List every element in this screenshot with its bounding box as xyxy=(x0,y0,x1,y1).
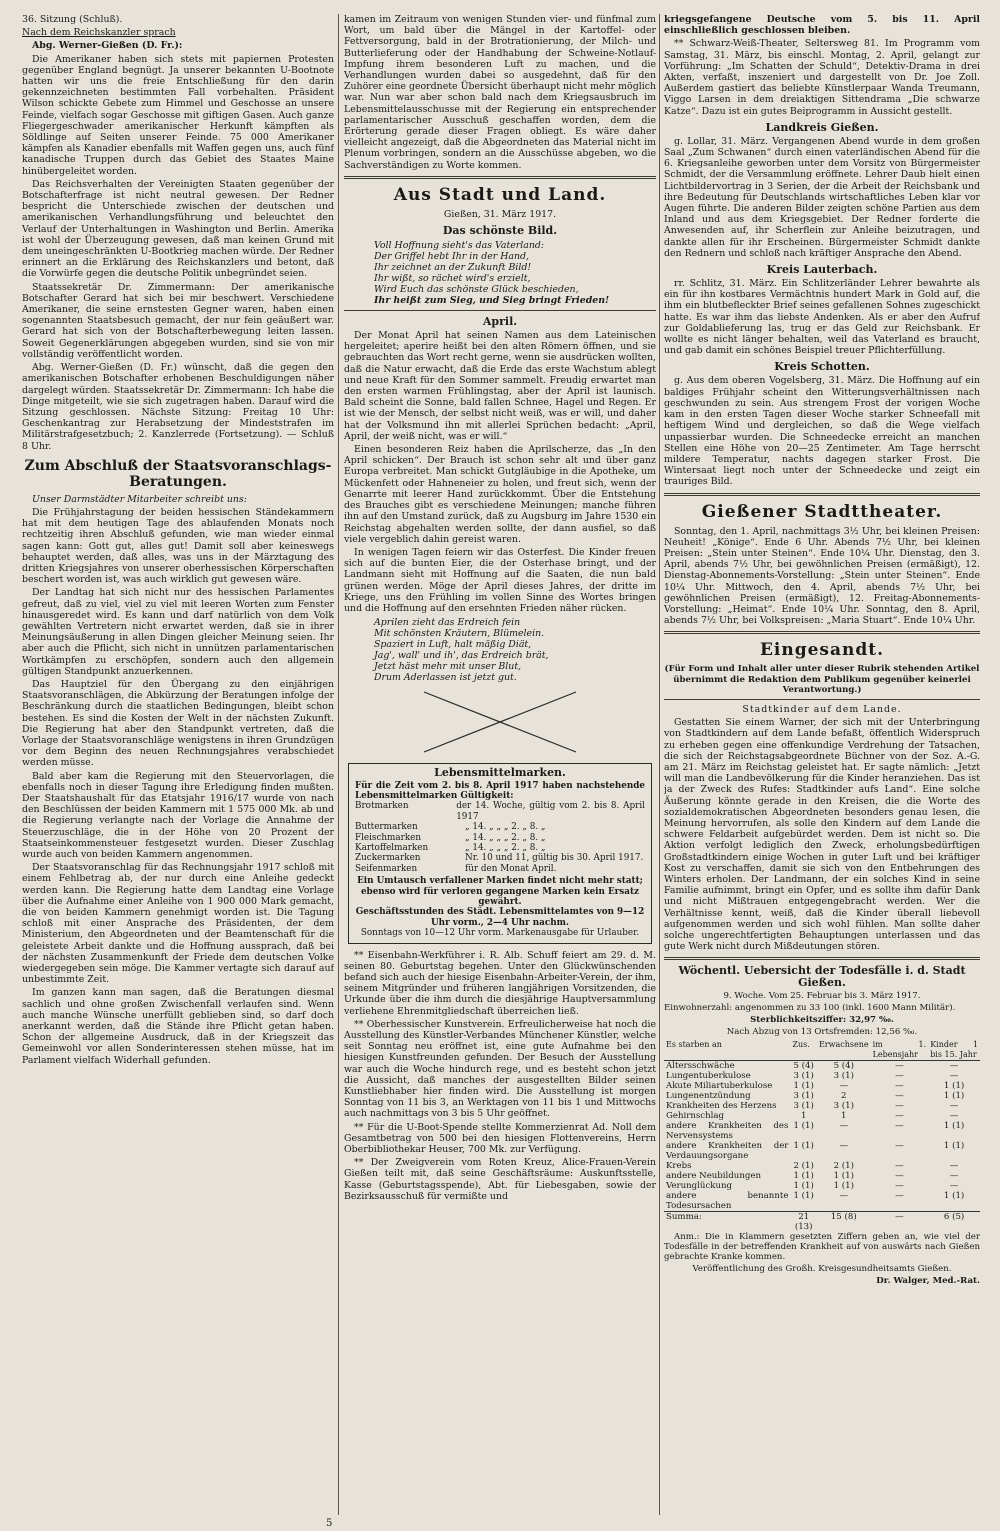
cause-cell: andere benannte Todesursachen xyxy=(666,1190,789,1211)
count-cell: 3 (1) xyxy=(833,1070,854,1081)
speaker-line: Abg. Werner-Gießen (D. Fr.): xyxy=(32,40,183,52)
count-cell: — xyxy=(949,1070,959,1081)
dateline: Gießen, 31. März 1917. xyxy=(443,208,557,220)
ration-value: Nr. 10 und 11, gültig bis 30. April 1917. xyxy=(465,853,644,864)
count-cell: 3 (1) xyxy=(833,1100,854,1111)
ornament xyxy=(344,687,656,757)
poem xyxy=(374,240,656,306)
count-cell: — xyxy=(895,1180,904,1191)
deaths-table xyxy=(664,1040,980,1232)
ration-label: Kartoffelmarken xyxy=(355,842,429,853)
count-cell: 2 (1) xyxy=(793,1160,814,1171)
table-row xyxy=(664,1171,980,1181)
news-item: g. Lollar, 31. März. Vergangenen Abend wurde in dem großen Saal „Zum Schwanen“ durch einen vaterländischen Abend für die 6. Kriegsanleihe geworben unter dem Vorsitz von Bürgermeister Schmidt, der die Versammlung eröffnete. Lehrer Daub hielt einen Lichtbildervortrag in 3 Serien, der die Arbeit der Reichsbank und ihre Bedeutung für Deutschlands wirtschaftliches Leben klar vor Augen führte. Die anderen Bilder zeigten schöne Partien aus dem Inland und aus dem Kriegsgebiet. Der Redner forderte die Anwesenden auf, ihr Scherflein zur Anleihe beizutragen, und dankte allen für ihr Erscheinen. Bürgermeister Schmidt dankte den Rednern und schloß nach kräftiger Ansprache den Abend. xyxy=(664,135,980,259)
article-paragraph: Im ganzen kann man sagen, daß die Beratungen diesmal sachlich und ohne großen Zwischenfall verlaufen sind. Wenn auch manche Wünsche unerfüllt geblieben sind, so darf doch anerkannt werden, daß die Stände ihre Pflicht getan haben. Schon der allgemeine Ausdruck, daß in der Kriegszeit das Gemeinwohl vor allen Sonderinteressen stehen müsse, hat im Parlament vielfach Widerhall gefunden. xyxy=(22,987,334,1066)
section-divider xyxy=(664,957,980,960)
cause-cell: Krebs xyxy=(666,1160,692,1171)
deaths-signature: Veröffentlichung des Großh. Kreisgesundheitsamts Gießen. xyxy=(692,1264,952,1275)
count-cell: 5 (4) xyxy=(833,1060,854,1071)
count-cell: 2 (1) xyxy=(833,1160,854,1171)
divider xyxy=(664,699,980,700)
subheading: Das schönste Bild. xyxy=(442,224,558,238)
count-cell: — xyxy=(895,1160,904,1171)
count-cell: 1 (1) xyxy=(943,1140,965,1151)
page-mark: 5 xyxy=(326,1518,333,1529)
column-header: Kinder 1 bis 15. Jahr xyxy=(930,1039,978,1059)
box-sunday: Sonntags von 10—12 Uhr vorm. Markenausgabe für Urlauber. xyxy=(360,928,640,939)
count-cell: 1 xyxy=(800,1110,807,1121)
news-item: ** Der Zweigverein vom Roten Kreuz, Alice-Frauen-Verein Gießen teilt mit, daß seine Geschäftsräume: Auskunftsstelle, Kasse (Geburtstagsspende), Abt. für Liebesgaben, sowie der Bezirksausschuß für vermißte und xyxy=(344,1157,656,1202)
count-cell: 1 (1) xyxy=(943,1120,965,1131)
poem-line: Aprilen zieht das Erdreich fein xyxy=(374,617,521,629)
count-cell: — xyxy=(895,1100,904,1111)
ration-label: Buttermarken xyxy=(355,822,418,833)
count-cell: — xyxy=(949,1060,959,1071)
poem-line: Ihr wißt, so rächet wird's erzielt, xyxy=(374,273,531,285)
ration-value: „ 14. „ „ „ 2. „ 8. „ xyxy=(465,832,546,843)
table-row xyxy=(664,1060,980,1071)
count-cell: — xyxy=(895,1060,904,1071)
deaths-note: Anm.: Die in Klammern gesetzten Ziffern geben an, wie viel der Todesfälle in der betreffenden Krankheit auf von auswärts nach Gießen gebrachte Kranke kommen. xyxy=(664,1231,980,1263)
ration-row xyxy=(355,833,645,843)
article-paragraph: kamen im Zeitraum von wenigen Stunden vier- und fünfmal zum Wort, um bald über die Mängel in der Kartoffel- oder Fettversorgung, bald in der Brotrationierung, der Milch- und Butterlieferung oder der Handhabung der Schweine-Notlauf-Impfung ihrem besonderen Luft zu machen, und die Verhandlungen wurden dabei so ausgedehnt, daß für den Zuhörer eine geordnete Übersicht überhaupt nicht mehr möglich war. Nun war aber schon bald nach dem Kriegsausbruch im Lebensmittelausschusse mit der Regierung ein entsprechender parlamentarischer Ausschuß geschaffen worden, dem die Erörterung gerade dieser Fragen obliegt. Es wäre daher vielleicht angezeigt, daß die Abgeordneten das Material nicht im Plenum vorbringen, sondern an die Ausschüsse abgeben, wo die Sachverständigen zu Worte kommen. xyxy=(344,14,656,171)
section-headline: Gießener Stadttheater. xyxy=(701,501,943,522)
news-item: ** Für die U-Boot-Spende stellte Kommerzienrat Ad. Noll dem Gesamtbetrag von 500 bei den hiesigen Flottenvereins, Herrn Oberbibliothekar Heuser, 700 Mk. zur Verfügung. xyxy=(344,1121,656,1156)
cross-ornament-icon xyxy=(344,687,656,757)
column-1 xyxy=(22,14,334,1517)
session-line: 36. Sitzung (Schluß). xyxy=(22,14,123,25)
ration-row xyxy=(355,801,645,822)
box-title: Lebensmittelmarken. xyxy=(434,766,566,780)
cause-cell: andere Neubildungen xyxy=(666,1170,762,1181)
total-cell: — xyxy=(871,1211,929,1232)
count-cell: 1 (1) xyxy=(833,1180,854,1191)
article-paragraph: Gestatten Sie einem Warner, der sich mit der Unterbringung von Stadtkindern auf dem Lande befaßt, öffentlich Widerspruch zu erheben gegen eine offenkundige Verdrehung der Tatsachen, die sich der Reichstagsabgeordnete Büchner von der Soz. A.-G. am 21. März im Reichstag geleistet hat. Er sagte nämlich: „Jetzt will man die Landbevölkerung für die Kinder heranziehen. Das ist ja der Zweck des Rufes: Stadtkinder aufs Land“. Eine solche Äußerung könnte gerade in den Kreisen, die die Worte des sozialdemokratischen Abgeordneten besonders genau lesen, die Meinung hervorrufen, als solle den Kindern auf dem Lande die schwere Feldarbeit aufgebürdet werden. Dem ist nicht so. Die Aktion verfolgt lediglich den Zweck, erholungsbedürftigen Großstadtkindern einige Wochen in guter Luft und bei kräftiger Kost zu verschaffen, damit sie sich von den Entbehrungen des Winters erholen. Der Landmann, der ein solches Kind in seine Familie aufnimmt, bringt ein Opfer, und es sollte ihm dafür Dank und nicht Mißtrauen entgegengebracht werden. Wer die Verhältnisse kennt, weiß, daß die Kinder überall liebevoll aufgenommen werden und sich wohl fühlen. Man sollte daher solche ungerechtfertigten Behauptungen unterlassen und das gute Werk nicht durch Mißdeutungen stören. xyxy=(664,717,980,953)
table-row xyxy=(664,1071,980,1081)
total-cell: 15 (8) xyxy=(817,1211,871,1232)
count-cell: 3 (1) xyxy=(793,1070,814,1081)
news-item: ** Schwarz-Weiß-Theater, Seltersweg 81. Im Programm vom Samstag, 31. März, bis einschl. Montag, 2. April, gelangt zur Vorführung: „Im Schatten der Schuld“, Detektiv-Drama in drei Akten, verfaßt, inszeniert und dargestellt von Dr. Joe Zoll. Außerdem gastiert das beliebte Künstlerpaar Wanda Treumann, Viggo Larsen in dem dreiaktigen Sittendrama „Die schwarze Katze“. Dazu ist ein gutes Beiprogramm in Aussicht gestellt. xyxy=(664,38,980,117)
article-paragraph: kriegsgefangene Deutsche vom 5. bis 11. April einschließlich geschlossen bleiben. xyxy=(664,14,980,37)
poem-line: Ihr zeichnet an der Zukunft Bild! xyxy=(374,262,532,274)
count-cell: — xyxy=(949,1180,959,1191)
ration-value: „ 14. „ „ „ 2. „ 8. „ xyxy=(465,822,546,833)
table-row xyxy=(664,1181,980,1191)
region-heading: Landkreis Gießen. xyxy=(765,120,879,134)
total-cell: Summa: xyxy=(664,1211,790,1232)
poem xyxy=(374,617,656,683)
count-cell: 1 (1) xyxy=(793,1190,814,1201)
divider xyxy=(344,310,656,311)
count-cell: — xyxy=(949,1100,959,1111)
cause-cell: Lungenentzündung xyxy=(666,1090,751,1101)
cause-cell: Altersschwäche xyxy=(666,1060,735,1071)
count-cell: — xyxy=(895,1080,904,1091)
section-divider xyxy=(664,493,980,496)
column-header: Zus. xyxy=(790,1040,817,1061)
news-item: ** Eisenbahn-Werkführer i. R. Alb. Schuff feiert am 29. d. M. seinen 80. Geburtstag begehen. Unter den Glückwünschenden befand sich auch der hiesige Eisenbahn-Arbeiter-Verein, der ihm, seinem Mitgründer und früheren langjährigen Vorsitzenden, die Urkunde über die ihm durch die diesjährige Hauptversammlung verliehene Ehrenmitgliedschaft überreichen ließ. xyxy=(344,949,656,1017)
count-cell: — xyxy=(839,1120,849,1131)
poem-line: Drum Aderlassen ist jetzt gut. xyxy=(374,672,517,684)
poem-line: Mit schönsten Kräutern, Blümelein. xyxy=(374,628,545,640)
count-cell: 1 (1) xyxy=(793,1170,814,1181)
table-row xyxy=(664,1191,980,1212)
count-cell: — xyxy=(949,1110,959,1121)
article-paragraph: In wenigen Tagen feiern wir das Osterfest. Die Kinder freuen sich auf die bunten Eier, die der Osterhase bringt, und der Landmann sieht mit Hoffnung auf die Saaten, die nun bald grünen werden. Möge der April dieses Jahres, der dritte im Kriege, uns den Frühling im vollen Sinne des Wortes bringen und die Hoffnung auf den ersehnten Frieden näher rücken. xyxy=(344,546,656,614)
cause-cell: Akute Miliartuberkulose xyxy=(666,1080,773,1091)
article-paragraph: Das Hauptziel für den Übergang zu den einjährigen Staatsvoranschlägen, die Abkürzung der Beratungen infolge der Beschränkung durch die staatlichen Bedingungen, bleibt schon bestehen. Es sind die Kosten der Welt in der nächsten Zukunft. Die Regierung hat aber den Standpunkt vertreten, daß die Vorlage der Staatsvoranschläge wenigstens in ihren Grundzügen vor dem Beginn des neuen Rechnungsjahres verabschiedet werden müsse. xyxy=(22,678,334,769)
poem-line: Spaziert in Luft, halt mäßig Diät, xyxy=(374,639,532,651)
count-cell: 1 (1) xyxy=(793,1140,814,1151)
count-cell: — xyxy=(895,1070,904,1081)
deaths-population: Einwohnerzahl: angenommen zu 33 100 (inkl. 1600 Mann Militär). xyxy=(664,1003,956,1014)
ration-value: der 14. Woche, gültig vom 2. bis 8. April 1917 xyxy=(456,801,645,822)
article-paragraph: Das Reichsverhalten der Vereinigten Staaten gegenüber der Botschafterfrage ist nicht neutral gewesen. Der Redner bespricht die Unterschiede zwischen der deutschen und amerikanischen Verhandlungsführung und beleuchtet den Verlauf der Unterhaltungen in Washington und Berlin. Amerika ist wohl der Überzeugung gewesen, daß man keinen Grund mit dem uneingeschränkten U-Bootkrieg machen würde. Der Redner erinnert an die Erklärung des Reichskanzlers und betont, daß die Vorwürfe gegen die deutsche Politik unbegründet seien. xyxy=(22,178,334,280)
ration-row xyxy=(355,843,645,853)
cause-cell: andere Krankheiten des Nervensystems xyxy=(666,1120,789,1141)
count-cell: — xyxy=(895,1110,904,1121)
article-paragraph: Bald aber kam die Regierung mit den Steuervorlagen, die ebenfalls noch in dieser Tagung ihre Erledigung finden mußten. Der Staatshaushalt für das Etatsjahr 1916/17 wurde von nach den Beschlüssen der beiden Kammern mit 1 575 000 Mk. ab und die Regierung verlangte nach der Vorlage die Annahme der Steuerzuschläge, die in der Höhe von 20 Prozent der Staatseinkommensteuer festgesetzt wurden. Dieser Zuschlag wurde auch von beiden Kammern angenommen. xyxy=(22,770,334,861)
sub-line: Nach dem Reichskanzler sprach xyxy=(22,27,176,39)
count-cell: — xyxy=(895,1090,904,1101)
deaths-week: 9. Woche. Vom 25. Februar bis 3. März 1917. xyxy=(723,990,921,1001)
count-cell: 1 (1) xyxy=(943,1090,965,1101)
poem-line: Der Griffel hebt Ihr in der Hand, xyxy=(374,251,530,263)
deaths-table-body xyxy=(664,1060,980,1211)
ration-label: Brotmarken xyxy=(355,801,409,812)
count-cell: 2 xyxy=(841,1090,847,1101)
total-cell: 21 (13) xyxy=(790,1211,817,1232)
article-paragraph: Der Monat April hat seinen Namen aus dem Lateinischen hergeleitet; aperire heißt bei den alten Römern öffnen, und sie gebrauchten das Wort recht gerne, wenn sie ausdrücken wollten, daß die Natur erwacht, daß die Erde das erste Wachstum ablegt und neue Kraft für den Sommer sammelt. Freudig erwartet man den ersten warmen Frühlingstag, aber der April ist launisch. Bald scheint die Sonne, bald fallen Schnee, Hagel und Regen. Er ist wie der Mensch, der selbst nicht weiß, was er will, und daher hat der Volksmund ihn mit allerlei Sprüchen bedacht: „April, April, der weiß nicht, was er will.“ xyxy=(344,330,656,442)
cause-cell: andere Krankheiten der Verdauungsorgane xyxy=(666,1140,789,1161)
table-row xyxy=(664,1091,980,1101)
deaths-rate: Sterblichkeitsziffer: 32,97 ‰. xyxy=(750,1015,894,1026)
count-cell: — xyxy=(895,1190,904,1201)
table-row xyxy=(664,1121,980,1141)
count-cell: 1 (1) xyxy=(833,1170,854,1181)
correspondent-line: Unser Darmstädter Mitarbeiter schreibt uns: xyxy=(32,493,247,505)
count-cell: 5 (4) xyxy=(793,1060,814,1071)
count-cell: 1 (1) xyxy=(793,1180,814,1191)
subheading: Stadtkinder auf dem Lande. xyxy=(742,703,902,715)
article-paragraph: Die Frühjahrstagung der beiden hessischen Ständekammern hat mit dem heutigen Tage des ablaufenden Monats noch rechtzeitig ihren Abschluß gefunden, wie man wieder einmal sagen kann: Gott gut, alles gut! Damit soll aber keineswegs behauptet werden, daß alles, was uns in der Märztagung des dritten Kriegsjahres von unserer oberhessischen Körperschaften beschert worden ist, was auch wirklich gut gewesen wäre. xyxy=(22,506,334,586)
news-item: rr. Schlitz, 31. März. Ein Schlitzerländer Lehrer bewahrte als ein für ihn kostbares Vermächtnis hundert Mark in Gold auf, die ihm ein blutbefleckter Brief seines gefallenen Sohnes zugeschickt hatte. Es war ihm das liebste Andenken. Als er aber den Aufruf zur Goldablieferung las, trug er das Geld zur Reichsbank. Er wollte es nicht länger behalten, weil das Vaterland es braucht, und gab damit ein schönes Beispiel treuer Pflichterfüllung. xyxy=(664,278,980,357)
box-hours: Geschäftsstunden des Städt. Lebensmittelamtes von 9—12 Uhr vorm., 2—4 Uhr nachm. xyxy=(355,907,645,928)
region-heading: Kreis Schotten. xyxy=(774,360,870,374)
column-rule xyxy=(338,14,339,1515)
column-2 xyxy=(344,14,656,1517)
column-header: im 1. Lebensjahr xyxy=(872,1039,927,1059)
table-row xyxy=(664,1101,980,1111)
ration-label: Seifenmarken xyxy=(355,863,418,874)
ration-row xyxy=(355,864,645,874)
count-cell: — xyxy=(949,1170,959,1181)
count-cell: — xyxy=(895,1120,904,1131)
count-cell: — xyxy=(895,1170,904,1181)
deaths-signature-name: Dr. Walger, Med.-Rat. xyxy=(876,1276,980,1287)
ration-label: Fleischmarken xyxy=(355,832,422,843)
article-headline: Zum Abschluß der Staatsvoranschlags-Beratungen. xyxy=(24,457,332,490)
cause-cell: Verunglückung xyxy=(666,1180,733,1191)
poem-line: Ihr heißt zum Sieg, und Sieg bringt Frieden! xyxy=(374,295,610,307)
article-paragraph: Einen besonderen Reiz haben die Aprilscherze, das „In den April schicken“. Der Brauch ist schon sehr alt und über ganz Europa verbreitet. Man schickt Gutgläubige in die Apotheke, um Mückenfett oder Hahneneier zu holen, und freut sich, wenn der Genarrte mit leerer Hand zurückkommt. Über die Entstehung des Brauches gibt es verschiedene Meinungen; manche führen ihn auf den Umstand zurück, daß zu Augsburg im Jahre 1530 ein Reichstag abgehalten werden sollte, der dann ausfiel, so daß viele vergeblich dahin gereist waren. xyxy=(344,444,656,545)
box-lead: Für die Zeit vom 2. bis 8. April 1917 haben nachstehende Lebensmittelmarken Gültigkeit: xyxy=(355,780,645,801)
ration-row xyxy=(355,822,645,832)
cause-cell: Krankheiten des Herzens xyxy=(666,1100,777,1111)
article-paragraph: Staatssekretär Dr. Zimmermann: Der amerikanische Botschafter Gerard hat sich bei mir beschwert. Verschiedene Amerikaner, die seine ernstesten Gegner waren, haben einen sogenannten Staatsbesuch gemacht, der nur fein geäußert war. Gerard hat sich von der Botschafterbewegung leiten lassen. Soweit Gegenerklärungen abgegeben wurden, sind sie von mir vollständig veröffentlicht worden. xyxy=(22,281,334,360)
count-cell: 1 xyxy=(841,1110,847,1121)
column-header: Erwachsene xyxy=(817,1040,871,1061)
ration-label: Zuckermarken xyxy=(355,853,421,864)
editorial-disclaimer: (Für Form und Inhalt aller unter dieser Rubrik stehenden Artikel übernimmt die Redaktion dem Publikum gegenüber keinerlei Verantwortung.) xyxy=(664,664,980,695)
table-row xyxy=(664,1141,980,1161)
region-heading: Kreis Lauterbach. xyxy=(766,263,878,277)
deaths-adjusted: Nach Abzug von 13 Ortsfremden: 12,56 ‰. xyxy=(726,1027,918,1038)
totals-row xyxy=(664,1211,980,1232)
count-cell: 3 (1) xyxy=(793,1090,814,1101)
poem-line: Voll Hoffnung sieht's das Vaterland: xyxy=(374,240,545,252)
count-cell: 1 (1) xyxy=(943,1080,965,1091)
cause-cell: Lungentuberkulose xyxy=(666,1070,751,1081)
ration-value: „ 14. „ „ „ 2. „ 8. „ xyxy=(465,842,546,853)
section-divider xyxy=(344,176,656,179)
article-paragraph: Der Staatsvoranschlag für das Rechnungsjahr 1917 schloß mit einem Fehlbetrag ab, der nur durch eine Anleihe gedeckt werden kann. Die Regierung hatte dem Landtag eine Vorlage über die Aufnahme einer Anleihe von 1 900 000 Mark gemacht, die von beiden Kammern genehmigt worden ist. Die Tagung schloß mit einer Ansprache des Präsidenten, der dem Ministerium, den Abgeordneten und der Beamtenschaft für die geleistete Arbeit dankte und die Hoffnung aussprach, daß bei der nächsten Zusammenkunft der Friede dem deutschen Volke wiedergegeben sein möge. Die Kammer vertagte sich darauf auf unbestimmte Zeit. xyxy=(22,862,334,986)
poem-line: Jetzt häst mehr mit unser Blut, xyxy=(374,661,522,673)
count-cell: 1 (1) xyxy=(943,1190,965,1201)
count-cell: 3 (1) xyxy=(793,1100,814,1111)
ration-card-box xyxy=(348,763,652,944)
table-header-row xyxy=(664,1040,980,1061)
theater-schedule: Sonntag, den 1. April, nachmittags 3½ Uhr, bei kleinen Preisen: Neuheit! „Könige“. Ende 6 Uhr. Abends 7½ Uhr, bei kleinen Preisen: „Stein unter Steinen“. Ende 10¼ Uhr. Dienstag, den 3. April, abends 7½ Uhr, bei gewöhnlichen Preisen (ermäßigt), 12. Dienstag-Abonnements-Vorstellung: „Stein unter Steinen“. Ende 10¼ Uhr. Mittwoch, den 4. April, abends 7½ Uhr, bei gewöhnlichen Preisen (ermäßigt), 12. Freitag-Abonnements-Vorstellung: „Heimat“. Ende 10¼ Uhr. Sonntag, den 8. April, abends 7½ Uhr, bei Volkspreisen: „Maria Stuart“. Ende 10¼ Uhr. xyxy=(664,525,980,627)
article-paragraph: Der Landtag hat sich nicht nur des hessischen Parlamentes gefreut, daß zu viel, viel zu viel mit leeren Worten zum Fenster hinausgeredet wird. Es kann und darf natürlich von dem Volk gewählten Vertretern nicht erwartet werden, daß sie in ihrer Meinungsäußerung in allen Dingen gleicher Meinung seien. Ihr aber auch die Pflicht, sich nicht in unnützen parlamentarischen Wortkämpfen zu erschöpfen, sondern auch den allgemein gültigen Standpunkt anzuerkennen. xyxy=(22,587,334,677)
poem-line: Wird Euch das schönste Glück beschieden, xyxy=(374,284,579,296)
news-item: ** Oberhessischer Kunstverein. Erfreulicherweise hat noch die Ausstellung des Künstler-Verbandes Münchener Künstler, welche seit Sonntag neu eröffnet ist, eine gute Aufnahme bei den hiesigen Kunstfreunden gefunden. Der Besuch der Ausstellung war auch die Woche hindurch rege, und es besteht schon jetzt die Aussicht, daß manches der ausgestellten Bilder seinen Kunstliebhaber hier finden wird. Die Ausstellung ist morgen Sonntag von 11 bis 3, an Werktagen von 11 bis 1 und Mittwochs auch nachmittags von 3 bis 5 Uhr geöffnet. xyxy=(344,1018,656,1120)
ration-value: für den Monat April. xyxy=(465,863,557,874)
count-cell: — xyxy=(839,1140,849,1151)
column-rule xyxy=(659,14,660,1515)
deaths-headline: Wöchentl. Uebersicht der Todesfälle i. d. Stadt Gießen. xyxy=(678,964,966,989)
column-3 xyxy=(664,14,980,1517)
box-note: Ein Umtausch verfallener Marken findet nicht mehr statt; ebenso wird für verloren gegangene Marken kein Ersatz gewährt. xyxy=(357,876,643,907)
count-cell: — xyxy=(949,1160,959,1171)
count-cell: 1 (1) xyxy=(793,1120,814,1131)
table-row xyxy=(664,1111,980,1121)
table-row xyxy=(664,1161,980,1171)
subheading: April. xyxy=(482,315,518,329)
cause-cell: Gehirnschlag xyxy=(666,1110,725,1121)
article-paragraph: Die Amerikaner haben sich stets mit papiernen Protesten gegenüber England begnügt. Ja unserer bekannten U-Bootnote hatten wir uns die freie Entschließung für den darin gekennzeichneten bestimmten Fall vorbehalten. Präsident Wilson schickte Gebete zum Himmel und Geschosse an unsere Feinde, vielfach sogar Geschosse mit giftigen Gasen. Auch ganze Fliegergeschwader amerikanischer Herkunft kämpften als Söldlinge auf Seiten unserer Feinde. 75 000 Amerikaner kämpfen als Kanadier ebenfalls mit Waffen gegen uns, auch fünf kanadische Truppen durch das Gebiet des Staates Maine hinübergeleitet worden. xyxy=(22,53,334,177)
section-divider xyxy=(664,631,980,634)
section-headline: Aus Stadt und Land. xyxy=(393,184,607,205)
poem-line: Jag', wall' und ih', das Erdreich brät, xyxy=(374,650,549,662)
table-row xyxy=(664,1081,980,1091)
ration-row xyxy=(355,853,645,863)
total-cell: 6 (5) xyxy=(928,1211,980,1232)
section-headline: Eingesandt. xyxy=(759,640,885,661)
count-cell: — xyxy=(839,1190,849,1201)
count-cell: 1 (1) xyxy=(793,1080,814,1091)
column-header: Es starben an xyxy=(664,1040,790,1061)
count-cell: — xyxy=(839,1080,849,1091)
article-paragraph: Abg. Werner-Gießen (D. Fr.) wünscht, daß die gegen den amerikanischen Botschafter erhobenen Beschuldigungen näher dargelegt würden. Staatssekretär Dr. Zimmermann: Ich habe die Dinge mitgeteilt, wie sie sich zugetragen haben. Darauf wird die Sitzung geschlossen. Nächste Sitzung: Freitag 10 Uhr: Geschenkantrag zur Herabsetzung der Mindeststrafen im Militärstrafgesetzbuch; 2. Kanzlerrede (Fortsetzung). — Schluß 8 Uhr. xyxy=(22,362,334,452)
news-item: g. Aus dem oberen Vogelsberg, 31. März. Die Hoffnung auf ein baldiges Frühjahr scheint den Witterungsverhältnissen nach geschwunden zu sein. Aus strengem Frost der vorigen Woche kam in den ersten Tagen dieser Woche starker Schneefall mit heftigem Wind und dergleichen, so daß die Wege vielfach unpassierbar wurden. Die Schneedecke erreicht an manchen Stellen eine Höhe von 20—25 Zentimeter. Am Tage herrscht mildere Temperatur, nachts dagegen starker Frost. Die Wintersaat liegt noch unter der Schneedecke und zeigt ein trauriges Bild. xyxy=(664,375,980,488)
count-cell: — xyxy=(895,1140,904,1151)
